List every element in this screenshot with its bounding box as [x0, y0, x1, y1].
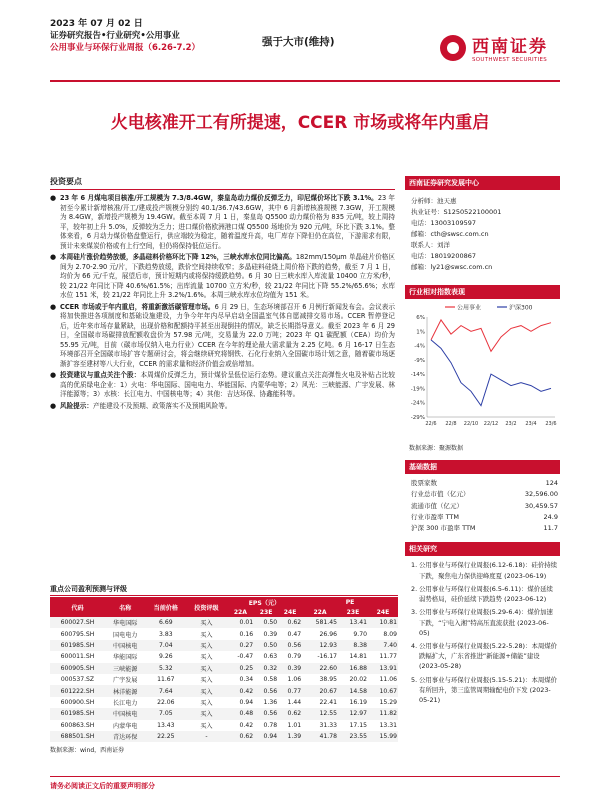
- basic-value: 124: [545, 479, 558, 487]
- col-year: 22A: [302, 607, 338, 617]
- bullet-text: 产能建设不及预期、政策落实不及预期风险等。: [92, 401, 232, 410]
- table-cell: 买入: [186, 617, 227, 628]
- legend-label: 沪深300: [509, 304, 533, 312]
- related-report-title: 公用事业与环保行业周报(5.15-5.21)：本周煤价有所回升，第三监管周期输配电价下发 (2023-05-21): [419, 675, 558, 704]
- table-cell: 26.96: [319, 630, 337, 638]
- table-cell: 0.39: [278, 663, 302, 674]
- relative-index-chart: [405, 299, 560, 439]
- table-cell: 22.60: [302, 663, 338, 674]
- y-tick-label: 6%: [416, 315, 425, 321]
- table-cell: 13.31: [379, 721, 397, 729]
- table-cell: 38.95: [319, 676, 337, 684]
- table-cell: -16.17: [317, 653, 337, 661]
- table-cell: 广宇发展: [113, 677, 138, 685]
- basic-key: 股票家数: [411, 479, 437, 487]
- related-report-item[interactable]: [411, 641, 558, 672]
- table-cell: 0.34: [239, 676, 254, 684]
- table-cell: 买入: [186, 640, 227, 651]
- table-cell: 三峡能源: [105, 663, 146, 674]
- x-tick-label: 23/2: [505, 421, 517, 427]
- analyst-line: 电话：13003109597: [411, 219, 476, 227]
- table-cell: 0.94: [239, 698, 254, 706]
- table-cell: 10.81: [368, 617, 398, 628]
- series-line: [431, 340, 551, 406]
- table-cell: -: [186, 731, 227, 742]
- col-code: 代码: [50, 597, 105, 617]
- table-cell: 长江电力: [113, 699, 138, 707]
- y-tick-label: -9%: [414, 357, 425, 364]
- table-cell: 买入: [200, 699, 213, 707]
- summary-bullet: ● 投资建议与重点关注个股：本周煤价反弹乏力，预计煤价呈低位运行态势。建议重点关注高弹性火电及补贴占比较高的优质绿电企业：1）火电：华电国际、国电电力、华能国际、内蒙华电等；2）风光：三峡能源、广宇发展、林洋能源等；3）水核：长江电力、中国核电等；4）其他：吉达环保、协鑫能科等。: [50, 371, 396, 398]
- x-tick-label: 23/4: [525, 421, 537, 427]
- analyst-info: [405, 190, 560, 277]
- analyst-heading: 西南证券研究发展中心: [405, 176, 560, 190]
- table-cell: 中国核电: [105, 640, 146, 651]
- report-subtitle: 公用事业与环保行业周报（6.26-7.2）: [50, 43, 201, 53]
- basic-key: 沪深 300 市盈率 TTM: [411, 524, 476, 533]
- item-number: 5.: [411, 675, 418, 684]
- basic-data-row: [405, 489, 560, 500]
- logo-cn: 西南证券: [472, 37, 548, 57]
- table-cell: 1.06: [287, 676, 302, 684]
- table-cell: 600011.SH: [60, 653, 95, 661]
- table-cell: 青达环保: [105, 731, 146, 742]
- table-cell: 买入: [186, 685, 227, 696]
- table-source: 数据来源：wind，西南证券: [50, 747, 125, 755]
- table-cell: 12.55: [302, 708, 338, 719]
- series-line: [431, 320, 551, 351]
- table-cell: 0.56: [254, 708, 278, 719]
- table-cell: 1.36: [263, 698, 278, 706]
- relative-index-chart-box: [405, 285, 560, 452]
- table-cell: 0.56: [278, 640, 302, 651]
- table-cell: 华电国际: [105, 617, 146, 628]
- table-cell: 12.97: [338, 708, 368, 719]
- table-cell: 23.55: [338, 731, 368, 742]
- related-report-item[interactable]: [411, 584, 558, 604]
- table-cell: 10.67: [368, 685, 398, 696]
- analyst-line: 分析师：池天惠: [411, 197, 457, 205]
- analyst-line: 执业证号：S1250522100001: [411, 208, 502, 216]
- y-tick-label: -14%: [410, 372, 425, 379]
- table-cell: 0.78: [263, 721, 278, 729]
- table-cell: 14.58: [338, 685, 368, 696]
- table-row: [50, 720, 398, 731]
- related-report-item[interactable]: [411, 675, 558, 706]
- basic-key: 行业总市值（亿元）: [411, 490, 470, 499]
- table-cell: 12.93: [302, 640, 338, 651]
- table-row: [50, 617, 398, 628]
- table-cell: 600905.SH: [50, 663, 105, 674]
- col-name: 名称: [105, 597, 146, 617]
- table-cell: 688501.SH: [50, 731, 105, 742]
- basic-data-row: [405, 523, 560, 534]
- table-cell: 9.26: [159, 653, 173, 661]
- analyst-line: 邮箱：ly21@swsc.com.cn: [411, 263, 493, 271]
- table-cell: 8.09: [383, 630, 397, 638]
- table-row: [50, 663, 398, 674]
- y-tick-label: -4%: [414, 343, 425, 350]
- table-cell: 0.39: [263, 630, 278, 638]
- table-cell: 16.19: [349, 698, 367, 706]
- table-cell: 7.04: [146, 640, 187, 651]
- related-report-title: 公用事业与环保行业周报(6.12-6.18)：硅价持续下跌，聚焦电力保供迎峰度夏 (2023-06-19): [419, 561, 558, 580]
- bullet-bold: 风险提示：: [60, 401, 93, 410]
- col-rating: 投资评级: [186, 597, 227, 617]
- investment-summary: [50, 176, 395, 413]
- logo-icon: [440, 35, 466, 61]
- table-cell: 买入: [186, 663, 227, 674]
- table-cell: 0.25: [227, 663, 254, 674]
- forecast-table-section: [50, 584, 398, 754]
- table-cell: 0.79: [287, 653, 302, 661]
- table-cell: 华能国际: [113, 654, 138, 662]
- bullet-bold: 投资建议与重点关注个股：: [60, 371, 141, 379]
- basic-value: 30,459.57: [524, 501, 558, 510]
- table-cell: 6.69: [146, 617, 187, 628]
- table-cell: 5.32: [146, 663, 187, 674]
- table-cell: 0.50: [254, 640, 278, 651]
- company-logo: [440, 32, 548, 63]
- table-cell: 22.41: [319, 698, 337, 706]
- summary-bullet: ● CCER 市场或于年内重启，将重新激活碳管理市场。6 月 29 日，生态环境部召开 6 月例行新闻发布会。会议表示将加快推进各项制度和基础设施建设，力争今年年内尽早启动全国温室气体自愿减排交易市场。CCER 暂停登记后，近年来市场存量紧缺，出现价格和配额持平甚至出现倒挂的情况，缺乏长期指导意义。截至 2023 年 6 月 29 日，全国碳市场碳排放配额收盘价为 57.98 元/吨，交易量为 22.0 万吨；2023 年 Q1 碳配额（CEA）均价为 55.95 元/吨，目前（碳市场仅纳入电力行业）CCER 在今年的理论最大需求量为 2.25 亿吨。6 月 16-17 日生态环境部召开全国碳市场扩容专题研讨会，将会继续研究将钢铁、石化行业纳入全国碳市场计划之意，随着碳市场逐渐扩容至建材等八大行业，CCER 的需求量和经济价值会或倍增加。: [50, 302, 395, 368]
- x-tick-label: 22/12: [483, 421, 499, 427]
- related-report-title: 公用事业与环保行业周报(5.29-6.4)：煤价加速下跌，“宁电入湘”特高压直流获批 (2023-06-05): [419, 608, 553, 637]
- related-report-item[interactable]: [411, 607, 558, 638]
- summary-bullet: ● 本周硅片涨价趋势放缓，多晶硅料价格环比下降 12%，三峡水库水位同比偏高。182mm/150μm 单晶硅片价格区间为 2.70-2.90 元/片，下跌趋势放缓，跌价空间持续收窄；多晶硅料硅烧上周价格下跌的趋势，截至 7 月 1 日，均价为 66 元/千克，展望后市，预计短期内或将保持缓跌趋势。6 月 30 日三峡水库入库流量 10400 立方米/秒，较 21/22 年同比下降 40.6%/61.5%；出库流量 10700 立方米/秒，较 21/22 年同比下降 55.2%/65.6%；水库水位 151 米，较 21/22 年同比上升 3.2%/1.6%。本周三峡水库水位均值为 151 米。: [50, 253, 396, 299]
- table-cell: 0.42: [239, 721, 254, 729]
- basic-key: 行业市盈率 TTM: [411, 512, 460, 521]
- table-row: [50, 731, 398, 742]
- bullet-bold: 23 年 6 月煤电项目核准/开工规模为 7.3/8.4GW，秦皇岛动力煤价反弹乏力，印尼煤价环比下跌 3.1%。: [60, 194, 378, 202]
- item-number: 3.: [411, 608, 418, 617]
- table-cell: 22.06: [157, 698, 175, 706]
- table-row: [50, 674, 398, 685]
- table-cell: 0.62: [278, 617, 302, 628]
- table-cell: 7.40: [368, 640, 398, 651]
- item-number: 2.: [411, 584, 418, 593]
- bullet-bold: 本周硅片涨价趋势放缓，多晶硅料价格环比下降 12%，三峡水库水位同比偏高。: [60, 253, 296, 261]
- bullet-text: 本周煤价反弹乏力，预计煤价呈低位运行态势。建议重点关注高弹性火电及补贴占比较高的优质绿电企业：1）火电：华电国际、国电电力、华能国际、内蒙华电等；2）风光：三峡能源、广宇发展、林洋能源等；3）水核：长江电力、中国核电等；4）其他：吉达环保、协鑫能科等。: [60, 371, 396, 398]
- basic-heading: 基础数据: [405, 460, 560, 474]
- table-cell: 买入: [200, 677, 213, 685]
- summary-bullet: ● 23 年 6 月煤电项目核准/开工规模为 7.3/8.4GW，秦皇岛动力煤价反弹乏力，印尼煤价环比下跌 3.1%。23 年初至今累计新增核准/开工/建成投产规模分别约 40.1/36.7/43.6GW，其中 6 月新增核准规模 7.3GW，开工规模为 8.4GW，新增投产规模为 19.4GW。截至本周 7 月 1 日，秦皇岛 Q5500 动力煤价格为 835 元/吨，较上周持平，较年初上升 5.0%，反弹较为乏力；进口煤价格欧洲港口煤 Q5500 场地价为 920 元/吨，环比下跌 3.1%。整体来看，6 月动力煤价格盘整运行，供应端较为稳定，随着温度升高，电厂库存下降但仍在高位，下游需求有限，预计未来煤炭价格或有上行空间，但仍将保持低位运行。: [50, 194, 395, 250]
- footer-disclaimer: 请务必阅读正文后的重要声明部分: [50, 776, 560, 791]
- col-eps: EPS（元）: [227, 597, 302, 607]
- report-category: 证券研究报告•行业研究•公用事业: [50, 31, 180, 41]
- table-cell: 1.39: [278, 731, 302, 742]
- table-cell: 11.77: [379, 653, 397, 661]
- related-report-title: 公用事业与环保行业周报(6.5-6.11)：煤价延续弱势格局，硅价延续下跌趋势 (2023-06-12): [419, 584, 553, 604]
- summary-heading: 投资要点: [50, 176, 395, 190]
- table-cell: 0.58: [263, 676, 278, 684]
- table-cell: 0.42: [227, 685, 254, 696]
- table-cell: 0.48: [227, 708, 254, 719]
- logo-en: SOUTHWEST SECURITIES: [472, 57, 548, 63]
- basic-data-row: [405, 512, 560, 523]
- table-cell: 600900.SH: [60, 698, 95, 706]
- y-tick-label: -19%: [410, 386, 425, 393]
- table-cell: 买入: [200, 631, 213, 639]
- table-row: [50, 628, 398, 639]
- report-header: [50, 18, 200, 54]
- col-year: 24E: [368, 607, 398, 617]
- analyst-line: 电话：18019200867: [411, 252, 476, 260]
- y-tick-label: -24%: [410, 400, 425, 407]
- table-cell: 22.25: [146, 731, 187, 742]
- chart-source: 数据来源：聚源数据: [409, 445, 464, 452]
- analyst-line: 联系人：刘洋: [411, 241, 450, 249]
- table-cell: 11.06: [379, 676, 397, 684]
- table-cell: 0.47: [287, 630, 302, 638]
- summary-bullet: ● 风险提示：产能建设不及预期、政策落实不及预期风险等。: [50, 401, 232, 410]
- forecast-table: [50, 597, 398, 742]
- basic-value: 32,596.00: [524, 490, 558, 499]
- table-title: 重点公司盈利预测与评级: [50, 584, 398, 596]
- col-price: 当前价格: [146, 597, 187, 617]
- item-number: 4.: [411, 641, 418, 650]
- table-cell: 600027.SH: [50, 617, 105, 628]
- table-cell: 31.33: [319, 721, 337, 729]
- x-tick-label: 22/10: [463, 421, 479, 427]
- analyst-line: 邮箱：cth@swsc.com.cn: [411, 230, 489, 238]
- col-year: 22A: [227, 607, 254, 617]
- item-number: 1.: [411, 561, 418, 570]
- col-year: 23E: [254, 607, 278, 617]
- table-cell: 7.05: [146, 708, 187, 719]
- report-date: 2023 年 07 月 02 日: [50, 19, 143, 29]
- table-cell: 17.15: [349, 721, 367, 729]
- x-tick-label: 22/8: [445, 421, 457, 427]
- table-row: [50, 708, 398, 719]
- col-year: 24E: [278, 607, 302, 617]
- basic-value: 24.9: [543, 512, 558, 521]
- basic-key: 流通市值（亿元）: [411, 501, 463, 510]
- related-report-item[interactable]: [411, 560, 558, 580]
- table-cell: 581.45: [302, 617, 338, 628]
- table-cell: 20.02: [349, 676, 367, 684]
- table-cell: 601985.SH: [50, 708, 105, 719]
- table-cell: 林洋能源: [105, 685, 146, 696]
- header-divider: [50, 80, 560, 82]
- bullet-text: 182mm/150μm 单晶硅片价格区间为 2.70-2.90 元/片，下跌趋势放缓，跌价空间持续收窄；多晶硅料硅烧上周价格下跌的趋势，截至 7 月 1 日，均价为 66 元/千克，展望后市，预计短期内或将保持缓跌趋势。6 月 30 日三峡水库入库流量 10400 立方米/秒，较 21/22 年同比下降 40.6%/61.5%；出库流量 10700 立方米/秒，较 21/22 年同比下降 55.2%/65.6%；水库水位 151 米，较 21/22 年同比上升 3.2%/1.6%。本周三峡水库水位均值为 151 米。: [60, 253, 396, 299]
- table-cell: 601222.SH: [50, 685, 105, 696]
- table-row: [50, 697, 398, 708]
- table-cell: 600863.SH: [60, 721, 95, 729]
- table-cell: 601985.SH: [50, 640, 105, 651]
- bullet-text: 6 月 29 日，生态环境部召开 6 月例行新闻发布会。会议表示将加快推进各项制度和基础设施建设，力争今年年内尽早启动全国温室气体自愿减排交易市场。CCER 暂停登记后，近年来市场存量紧缺，出现价格和配额持平甚至出现倒挂的情况，缺乏长期指导意义。截至 2023 年 6 月 29 日，全国碳市场碳排放配额收盘价为 57.98 元/吨，交易量为 22.0 万吨；2023 年 Q1 碳配额（CEA）均价为 55.95 元/吨，目前（碳市场仅纳入电力行业）CCER 在今年的理论最大需求量为 2.25 亿吨。6 月 16-17 日生态环境部召开全国碳市场扩容专题研讨会，将会继续研究将钢铁、石化行业纳入全国碳市场计划之意，随着碳市场逐渐扩容至建材等八大行业，CCER 的需求量和经济价值会或倍增加。: [60, 302, 395, 368]
- basic-data-row: [405, 501, 560, 512]
- table-cell: 0.62: [278, 708, 302, 719]
- related-research-box: [405, 542, 560, 705]
- table-cell: 0.01: [227, 617, 254, 628]
- col-pe: PE: [302, 597, 398, 607]
- legend-label: 公用事业: [457, 304, 482, 312]
- basic-value: 11.7: [543, 524, 558, 533]
- table-cell: 0.16: [239, 630, 254, 638]
- table-cell: 0.27: [227, 640, 254, 651]
- table-cell: 7.64: [146, 685, 187, 696]
- table-cell: 国电电力: [113, 631, 138, 639]
- basic-data-row: [405, 478, 560, 489]
- table-cell: 1.44: [287, 698, 302, 706]
- table-cell: 15.29: [379, 698, 397, 706]
- table-cell: 000537.SZ: [60, 676, 95, 684]
- table-cell: 买入: [200, 654, 213, 662]
- table-cell: 1.01: [287, 721, 302, 729]
- table-cell: -0.47: [237, 653, 254, 661]
- table-row: [50, 685, 398, 696]
- table-cell: 20.67: [302, 685, 338, 696]
- related-heading: 相关研究: [405, 542, 560, 556]
- table-cell: 13.43: [157, 721, 175, 729]
- table-cell: 11.82: [368, 708, 398, 719]
- table-cell: 9.70: [353, 630, 367, 638]
- table-cell: 13.91: [368, 663, 398, 674]
- table-cell: 11.67: [157, 676, 175, 684]
- table-cell: 买入: [200, 722, 213, 730]
- table-cell: 0.56: [254, 685, 278, 696]
- table-row: [50, 640, 398, 651]
- sidebar: [405, 176, 560, 708]
- y-tick-label: 1%: [416, 329, 425, 336]
- table-cell: 0.77: [278, 685, 302, 696]
- table-cell: 13.41: [338, 617, 368, 628]
- table-cell: 3.83: [159, 630, 173, 638]
- table-cell: 0.32: [254, 663, 278, 674]
- related-report-title: 公用事业与环保行业周报(5.22-5.28)：本周煤价跌幅扩大，广东省推进“新能源+储能”建设 (2023-05-28): [419, 641, 558, 671]
- report-title: 火电核准开工有所提速，CCER 市场或将年内重启: [110, 113, 490, 133]
- chart-heading: 行业相对指数表现: [405, 285, 560, 299]
- table-cell: 600795.SH: [60, 630, 95, 638]
- table-cell: 0.62: [227, 731, 254, 742]
- table-cell: 15.99: [368, 731, 398, 742]
- table-cell: 0.50: [254, 617, 278, 628]
- table-cell: 买入: [186, 708, 227, 719]
- bullet-text: 23 年初至今累计新增核准/开工/建成投产规模分别约 40.1/36.7/43.6GW，其中 6 月新增核准规模 7.3GW，开工规模为 8.4GW，新增投产规模为 19.4GW。截至本周 7 月 1 日，秦皇岛 Q5500 动力煤价格为 835 元/吨，较上周持平，较年初上升 5.0%，反弹较为乏力；进口煤价格欧洲港口煤 Q5500 场地价为 920 元/吨，环比下跌 3.1%。整体来看，6 月动力煤价格盘整运行，供应端较为稳定，随着温度升高，电厂库存下降但仍在高位，下游需求有限，预计未来煤炭价格或有上行空间，但仍将保持低位运行。: [60, 194, 395, 250]
- table-row: [50, 651, 398, 662]
- table-cell: 0.94: [254, 731, 278, 742]
- table-cell: 8.38: [338, 640, 368, 651]
- table-cell: 14.81: [349, 653, 367, 661]
- table-cell: 内蒙华电: [113, 722, 138, 730]
- x-tick-label: 22/6: [425, 421, 437, 427]
- industry-rating: 强于大市(维持): [262, 36, 335, 48]
- basic-data-box: [405, 460, 560, 534]
- table-cell: 0.63: [263, 653, 278, 661]
- y-tick-label: -29%: [410, 415, 425, 421]
- bullet-bold: CCER 市场或于年内重启，将重新激活碳管理市场。: [60, 302, 215, 311]
- table-cell: 41.78: [302, 731, 338, 742]
- table-cell: 中国核电: [105, 708, 146, 719]
- col-year: 23E: [338, 607, 368, 617]
- table-cell: 16.88: [338, 663, 368, 674]
- x-tick-label: 23/6: [545, 421, 557, 427]
